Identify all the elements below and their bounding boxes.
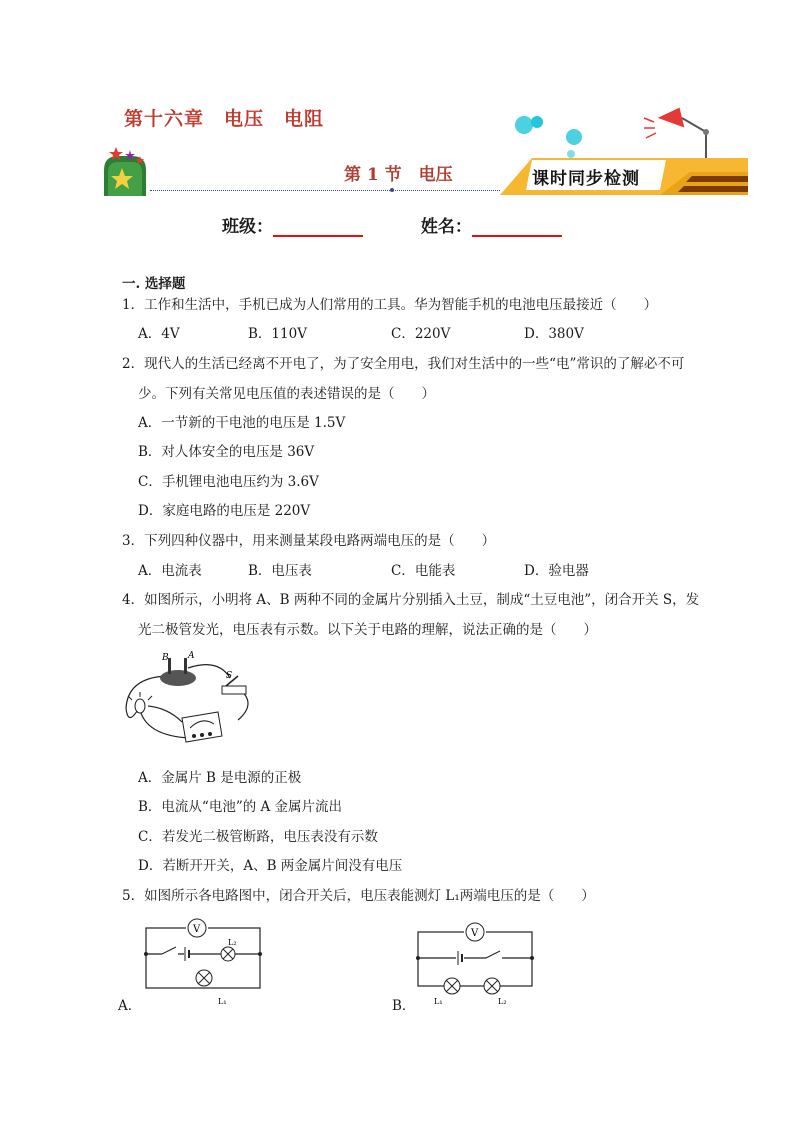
class-label: 班级： [222,217,273,237]
q5-option-b[interactable]: B． [392,998,416,1014]
l1-label-a: L₁ [218,997,227,1006]
q3-option-c[interactable]: C．电能表 [391,563,456,579]
class-blank[interactable] [273,217,363,237]
q2-option-c[interactable]: C．手机锂电池电压约为 3.6V [138,474,319,490]
chapter-title: 第十六章 电压 电阻 [124,108,325,130]
student-info [222,212,562,237]
question-1-stem: 1．工作和生活中，手机已成为人们常用的工具。华为智能手机的电池电压最接近（ ） [122,297,658,313]
circuit-diagram-a [138,914,268,1006]
q4-option-c[interactable]: C．若发光二极管断路，电压表没有示数 [138,829,378,845]
q3-option-b[interactable]: B．电压表 [248,563,312,579]
section-title: 第 1 节 电压 [344,165,453,185]
question-3-stem: 3．下列四种仪器中，用来测量某段电路两端电压的是（ ） [122,533,496,549]
q4-option-b[interactable]: B．电流从“电池”的 A 金属片流出 [138,799,343,815]
q4-option-d[interactable]: D．若断开开关，A、B 两金属片间没有电压 [138,858,403,874]
label-a: A [188,651,195,661]
question-4-stem-line-2: 光二极管发光，电压表有示数。以下关于电路的理解，说法正确的是（ ） [138,622,597,638]
q5-option-a[interactable]: A． [118,998,142,1014]
q1-option-c[interactable]: C．220V [391,326,451,342]
q2-option-a[interactable]: A．一节新的干电池的电压是 1.5V [138,415,346,431]
label-s: S [226,671,233,681]
question-5-stem: 5．如图所示各电路图中，闭合开关后，电压表能测灯 L₁两端电压的是（ ） [122,888,595,904]
potato-battery-figure [118,648,278,748]
q2-option-b[interactable]: B．对人体安全的电压是 36V [138,444,315,460]
voltmeter-label-a: V [193,924,201,935]
name-blank[interactable] [472,217,562,237]
question-2-stem-line-2: 少。下列有关常见电压值的表述错误的是（ ） [138,386,435,402]
q1-option-b[interactable]: B．110V [248,326,307,342]
l1-label-b: L₁ [434,997,443,1006]
badge-label: 课时同步检测 [532,169,640,189]
section-heading: 一. 选择题 [122,276,186,292]
question-4-stem-line-1: 4．如图所示，小明将 A、B 两种不同的金属片分别插入土豆，制成“土豆电池”，闭合开关 S，发 [122,592,700,608]
q2-option-d[interactable]: D．家庭电路的电压是 220V [138,503,311,519]
q3-option-d[interactable]: D．验电器 [524,563,589,579]
q1-option-a[interactable]: A．4V [138,326,180,342]
l2-label-b: L₂ [498,997,507,1006]
star-emblem-icon [104,147,146,196]
question-2-stem-line-1: 2．现代人的生活已经离不开电了，为了安全用电，我们对生活中的一些“电”常识的了解必不可 [122,356,685,372]
l2-label-a: L₂ [228,938,237,947]
circuit-diagram-b [410,914,540,1006]
name-label: 姓名： [420,217,472,237]
divider [150,190,500,191]
q1-option-d[interactable]: D．380V [524,326,584,342]
voltmeter-label-b: V [471,928,479,939]
label-b: B [162,653,169,663]
q4-option-a[interactable]: A．金属片 B 是电源的正极 [138,770,302,786]
q3-option-a[interactable]: A．电流表 [138,563,202,579]
